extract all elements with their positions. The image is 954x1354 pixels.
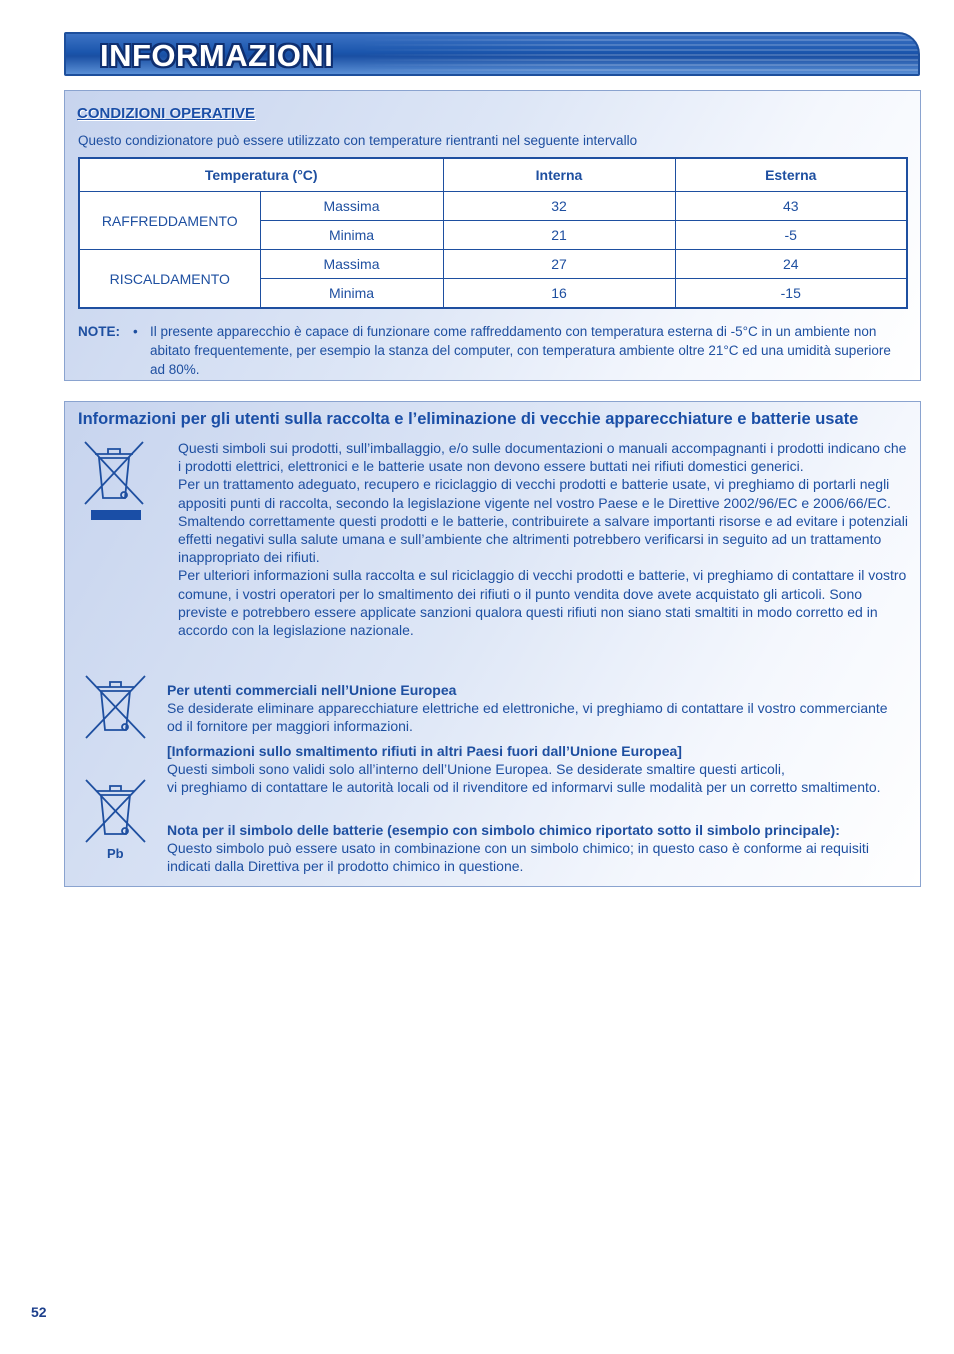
- page-header: [64, 32, 920, 76]
- crossed-bin-icon: [83, 674, 149, 740]
- header-stripes: [358, 34, 918, 74]
- outside-eu-section: [167, 742, 907, 797]
- temperature-table: [78, 157, 908, 309]
- battery-note-section: [167, 821, 907, 876]
- note-bullet: •: [133, 324, 138, 339]
- esterna-value: 43: [675, 192, 907, 221]
- note-text: Il presente apparecchio è capace di funzionare come raffreddamento con temperatura esterna di -5°C in un ambiente non abitato frequentemente, per esempio la stanza del computer, con temperatura ambiente oltre 21°C ed una umidità superiore ad 80%.: [150, 324, 891, 377]
- mode-cell: RAFFREDDAMENTO: [79, 192, 260, 250]
- crossed-bin-icon: [83, 778, 149, 844]
- disposal-body: [178, 439, 908, 639]
- row-label: Minima: [260, 279, 443, 309]
- disposal-info-panel: [64, 401, 921, 887]
- esterna-value: -15: [675, 279, 907, 309]
- mode-cell: RISCALDAMENTO: [79, 250, 260, 309]
- row-label: Massima: [260, 192, 443, 221]
- interna-value: 32: [443, 192, 675, 221]
- table-header-row: [79, 158, 907, 192]
- header-interna: Interna: [443, 158, 675, 192]
- outside-eu-text: vi preghiamo di contattare le autorità locali od il rivenditore ed informarvi sulle modalità per un corretto smaltimento.: [167, 779, 881, 796]
- crossed-bin-icon: [81, 440, 151, 522]
- note: [78, 322, 908, 379]
- intro-text: Questo condizionatore può essere utilizzato con temperature rientranti nel seguente intervallo: [78, 133, 638, 148]
- esterna-value: -5: [675, 221, 907, 250]
- paragraph: Per un trattamento adeguato, recupero e riciclaggio di vecchi prodotti e batterie usate, vi preghiamo di portarli negli appositi punti di raccolta, secondo la legislazione vigente nel vostro Paese e le Direttive 2002/96/EC e 2006/66/EC.: [178, 476, 891, 511]
- section-title: CONDIZIONI OPERATIVE: [77, 105, 256, 122]
- outside-eu-heading: [Informazioni sullo smaltimento rifiuti in altri Paesi fuori dall’Unione Europea]: [167, 743, 682, 759]
- paragraph: Questi simboli sui prodotti, sull’imballaggio, e/o sulle documentazioni o manuali accompagnanti i prodotti indicano che i prodotti elettrici, elettronici e le batterie usate non devono essere buttati nei rifiuti domestici generici.: [178, 440, 907, 475]
- business-heading: Per utenti commerciali nell’Unione Europea: [167, 682, 457, 698]
- paragraph: Per ulteriori informazioni sulla raccolta e sul riciclaggio di vecchi prodotti e batterie, vi preghiamo di contattare il vostro comune, i vostri operatori per lo smaltimento dei rifiuti o il punto vendita dove avete acquistato gli articoli. Sono previste e potrebbero essere applicate sanzioni qualora questi rifiuti non siano stati smaltiti in modo corretto ed in accordo con la legislazione nazionale.: [178, 567, 907, 639]
- operating-conditions-panel: [64, 90, 921, 381]
- interna-value: 27: [443, 250, 675, 279]
- header-esterna: Esterna: [675, 158, 907, 192]
- chemical-symbol: Pb: [107, 846, 124, 861]
- disposal-title: Informazioni per gli utenti sulla raccolta e l’eliminazione di vecchie apparecchiature e batterie usate: [78, 410, 859, 428]
- interna-value: 21: [443, 221, 675, 250]
- paragraph: Smaltendo correttamente questi prodotti e le batterie, contribuirete a salvare importanti risorse e ad evitare i potenziali effetti negativi sulla salute umana e sull’ambiente che altrimenti potrebbero verificarsi in seguito ad un trattamento inappropriato dei rifiuti.: [178, 512, 908, 566]
- row-label: Minima: [260, 221, 443, 250]
- battery-note-text: Questo simbolo può essere usato in combinazione con un simbolo chimico; in questo caso è conforme ai requisiti indicati dalla Direttiva per il prodotto chimico in questione.: [167, 840, 869, 875]
- note-label: NOTE:: [78, 324, 120, 339]
- business-text: Se desiderate eliminare apparecchiature elettriche ed elettroniche, vi preghiamo di contattare il vostro commerciante od il fornitore per maggiori informazioni.: [167, 700, 888, 735]
- page-number: 52: [31, 1304, 47, 1320]
- interna-value: 16: [443, 279, 675, 309]
- business-users-section: [167, 681, 907, 736]
- table-row: [79, 192, 907, 221]
- battery-note-heading: Nota per il simbolo delle batterie (esempio con simbolo chimico riportato sotto il simbolo principale):: [167, 822, 840, 838]
- header-temperature: Temperatura (°C): [79, 158, 443, 192]
- page-title: INFORMAZIONI: [100, 38, 334, 73]
- outside-eu-text: Questi simboli sono validi solo all’interno dell’Unione Europea. Se desiderate smaltire questi articoli,: [167, 761, 785, 778]
- esterna-value: 24: [675, 250, 907, 279]
- row-label: Massima: [260, 250, 443, 279]
- table-row: [79, 250, 907, 279]
